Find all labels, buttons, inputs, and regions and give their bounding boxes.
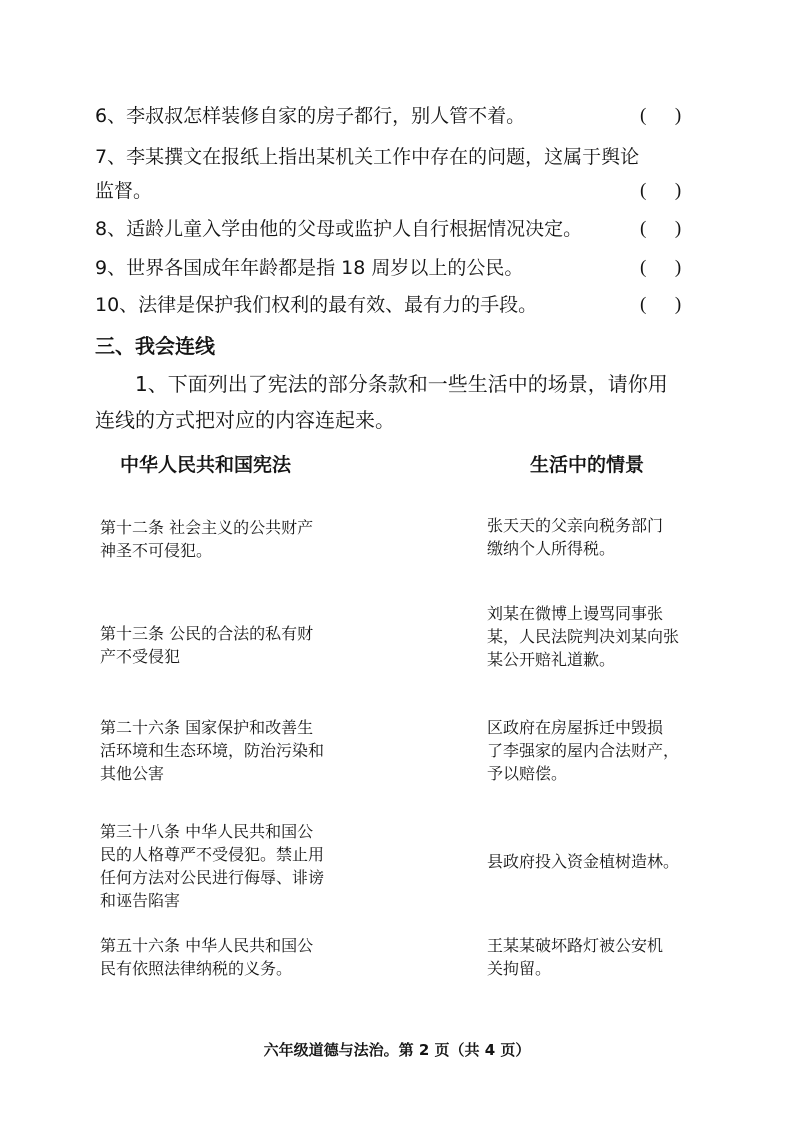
article-line: 民有依照法律纳税的义务。: [100, 959, 293, 978]
article-line: 民的人格尊严不受侵犯。禁止用: [100, 845, 325, 864]
scene-line: 某，人民法院判决刘某向张: [487, 627, 680, 646]
scene-line: 缴纳个人所得税。: [487, 539, 616, 558]
scene-line: 县政府投入资金植树造林。: [487, 852, 680, 871]
scene-line: 了李强家的屋内合法财产，: [487, 741, 680, 760]
tf-item-text: 10、法律是保护我们权利的最有效、最有力的手段。: [95, 294, 538, 316]
article-12[interactable]: [100, 516, 370, 562]
scene-line: 刘某在微博上谩骂同事张: [487, 604, 664, 623]
tf-item-7-line2: [95, 178, 152, 204]
tf-item-10: [95, 292, 537, 318]
article-line: 第三十八条 中华人民共和国公: [100, 822, 314, 841]
article-56[interactable]: [100, 934, 370, 980]
answer-blank-10[interactable]: ( ): [640, 294, 682, 315]
scene-demolition-compensation[interactable]: [487, 716, 717, 785]
tf-item-text: 7、李某撰文在报纸上指出某机关工作中存在的问题，这属于舆论: [95, 146, 640, 168]
tf-item-8: [95, 216, 582, 242]
scene-line: 予以赔偿。: [487, 764, 568, 783]
instruction-line1: 1、下面列出了宪法的部分条款和一些生活中的场景，请你用: [135, 372, 668, 396]
scene-line: 某公开赔礼道歉。: [487, 650, 616, 669]
page-footer: 六年级道德与法治。第 2 页（共 4 页）: [263, 1041, 531, 1059]
tf-item-7-line1: [95, 144, 639, 170]
scene-streetlight-detention[interactable]: [487, 934, 717, 980]
article-line: 和诬告陷害: [100, 891, 181, 910]
tf-item-text: 监督。: [95, 180, 153, 202]
article-line: 第二十六条 国家保护和改善生: [100, 718, 314, 737]
tf-item-9: [95, 255, 523, 281]
instruction-line2: 连线的方式把对应的内容连起来。: [95, 408, 395, 432]
article-38[interactable]: [100, 820, 370, 912]
tf-item-text: 6、李叔叔怎样装修自家的房子都行，别人管不着。: [95, 105, 526, 127]
tf-item-text: 9、世界各国成年年龄都是指 18 周岁以上的公民。: [95, 257, 524, 279]
answer-blank-8[interactable]: ( ): [640, 218, 682, 239]
article-line: 第十二条 社会主义的公共财产: [100, 518, 314, 537]
life-scenes-column-heading: 生活中的情景: [530, 454, 645, 476]
answer-blank-9[interactable]: ( ): [640, 257, 682, 278]
article-line: 第十三条 公民的合法的私有财: [100, 624, 314, 643]
answer-blank-7[interactable]: ( ): [640, 180, 682, 201]
answer-blank-6[interactable]: ( ): [640, 105, 682, 126]
article-line: 产不受侵犯: [100, 647, 181, 666]
scene-weibo-apology[interactable]: [487, 602, 717, 671]
scene-line: 关拘留。: [487, 959, 552, 978]
scene-tree-planting[interactable]: [487, 850, 717, 873]
article-26[interactable]: [100, 716, 370, 785]
section-heading: 三、我会连线: [95, 334, 215, 358]
article-line: 活环境和生态环境，防治污染和: [100, 741, 325, 760]
tf-item-text: 8、适龄儿童入学由他的父母或监护人自行根据情况决定。: [95, 218, 583, 240]
scene-tax[interactable]: [487, 514, 717, 560]
article-line: 神圣不可侵犯。: [100, 541, 213, 560]
article-line: 任何方法对公民进行侮辱、诽谤: [100, 868, 325, 887]
scene-line: 区政府在房屋拆迁中毁损: [487, 718, 664, 737]
article-line: 第五十六条 中华人民共和国公: [100, 936, 314, 955]
article-line: 其他公害: [100, 764, 165, 783]
scene-line: 王某某破坏路灯被公安机: [487, 936, 664, 955]
tf-item-6: [95, 103, 525, 129]
scene-line: 张天天的父亲向税务部门: [487, 516, 664, 535]
article-13[interactable]: [100, 622, 370, 668]
constitution-column-heading: 中华人民共和国宪法: [120, 454, 292, 476]
